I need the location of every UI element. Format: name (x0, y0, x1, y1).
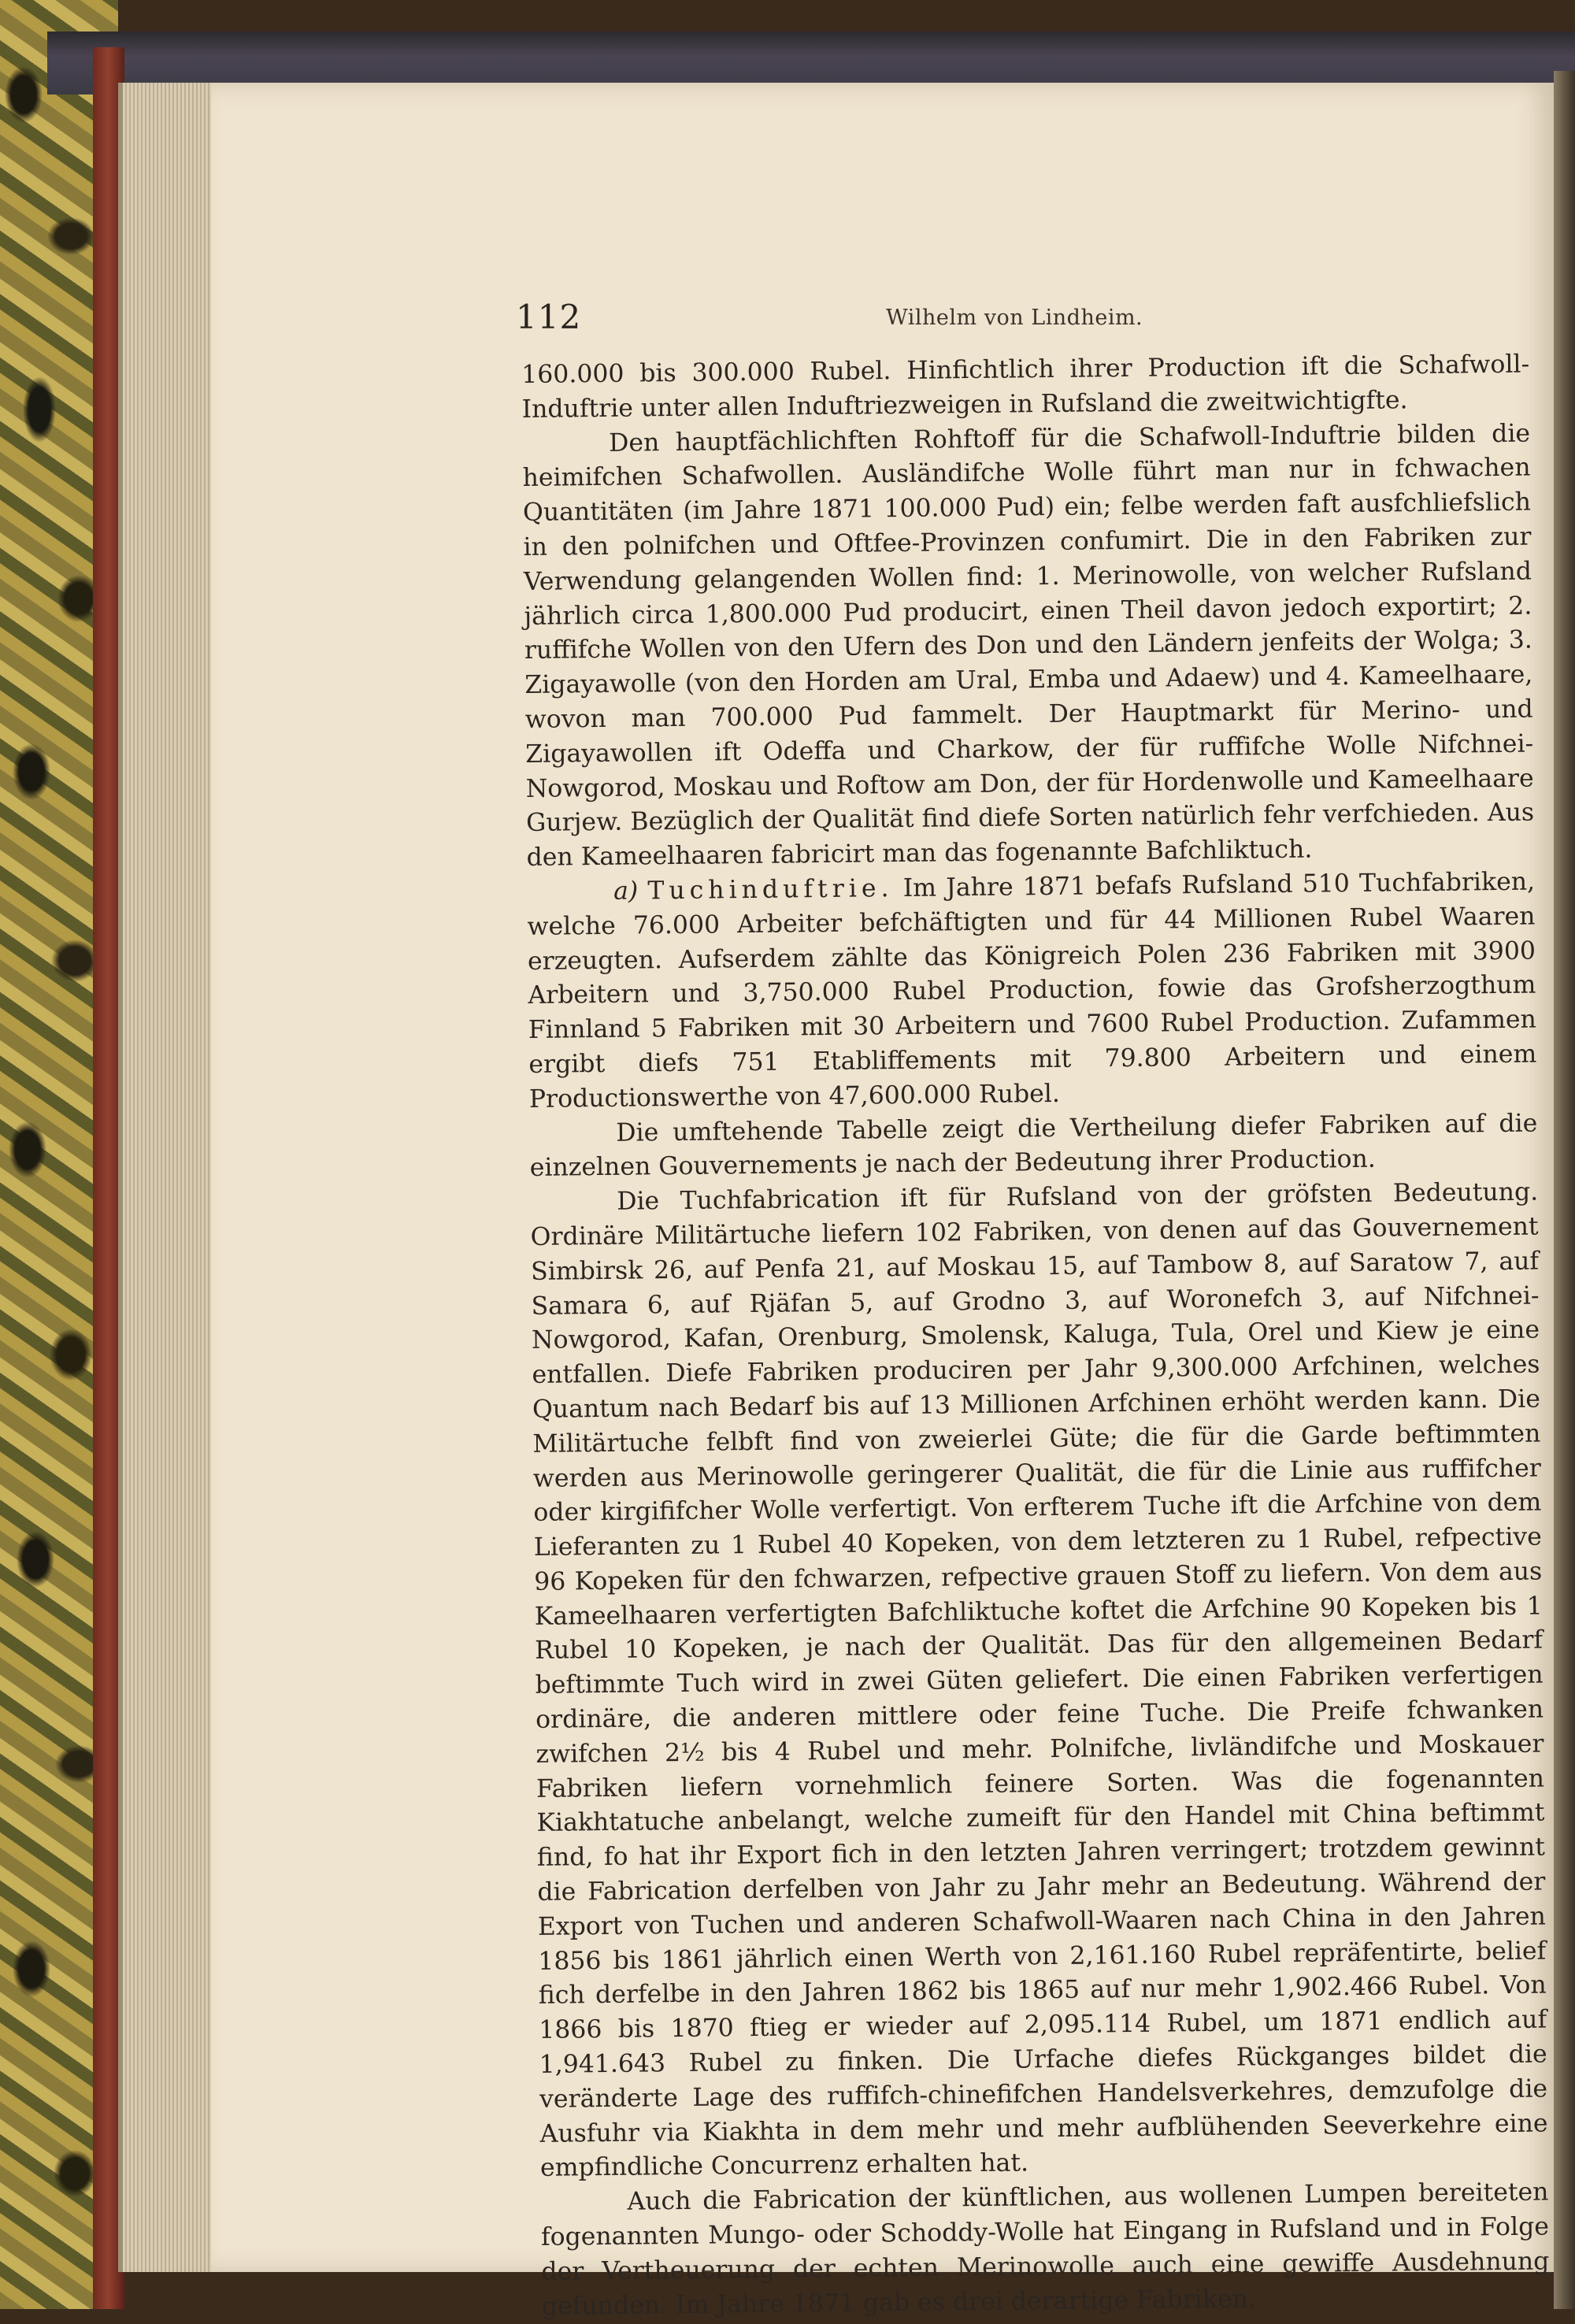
paragraph-3 (527, 865, 1537, 1118)
paragraph-3-text: Im Jahre 1871 befafs Rufsland 510 Tuchfabriken, welche 76.000 Arbeiter befchäftigten und für 44 Millionen Rubel Waaren erzeugten. Aufserdem zählte das Königreich Polen 236 Fabriken mit 3900 Arbeitern und 3,750.000 Rubel Production, fowie das Grofsherzogthum Finnland 5 Fabriken mit 30 Arbeitern und 7600 Rubel Production. Zufammen ergibt diefs 751 Etabliffements mit 79.800 Arbeitern und einem Productionswerthe von 47,600.000 Rubel. (527, 867, 1537, 1114)
page-header (516, 298, 1516, 345)
running-head: Wilhelm von Lindheim. (886, 306, 1143, 330)
paragraph-6: Auch die Fabrication der künftlichen, aus wollenen Lumpen bereiteten fogenannten Mungo- oder Schoddy-Wolle hat Eingang in Rufsland und in Folge der Vertheuerung der echten Merinowolle auch eine gewiffe Ausdehnung gefunden. Im Jahre 1871 gab es drei derartige Fabriken. (540, 2178, 1550, 2321)
paragraph-1: 160.000 bis 300.000 Rubel. Hinfichtlich ihrer Production ift die Schafwoll-Induftrie unter allen Induftriezweigen in Rufsland die zweitwichtigfte. (521, 350, 1530, 424)
page-block-edges (118, 83, 217, 2272)
section-label: a) (613, 877, 639, 906)
paragraph-5: Die Tuchfabrication ift für Rufsland von der gröfsten Bedeutung. Ordinäre Militärtuche liefern 102 Fabriken, von denen auf das Gouvernement Simbirsk 26, auf Penfa 21, auf Moskau 15, auf Tambow 8, auf Saratow 7, auf Samara 6, auf Rjäfan 5, auf Grodno 3, auf Woronefch 3, auf Nifchnei-Nowgorod, Kafan, Orenburg, Smolensk, Kaluga, Tula, Orel und Kiew je eine entfallen. Diefe Fabriken produciren per Jahr 9,300.000 Arfchinen, welches Quantum nach Bedarf bis auf 13 Millionen Arfchinen erhöht werden kann. Die Militärtuche felbft find von zweierlei Güte; die für die Garde beftimmten werden aus Merinowolle geringerer Qualität, die für die Linie aus ruffifcher oder kirgififcher Wolle verfertigt. Von erfterem Tuche ift die Arfchine von dem Lieferanten zu 1 Rubel 40 Kopeken, von dem letzteren zu 1 Rubel, refpective 96 Kopeken für den fchwarzen, refpective grauen Stoff zu liefern. Von dem aus Kameelhaaren verfertigten Bafchliktuche koftet die Arfchine 90 Kopeken bis 1 Rubel 10 Kopeken, je nach der Qualität. Das für den allgemeinen Bedarf beftimmte Tuch wird in zwei Güten geliefert. Die einen Fabriken verfertigen ordinäre, die anderen mittlere oder feine Tuche. Die Preife fchwanken zwifchen 2½ bis 4 Rubel und mehr. Polnifche, livländifche und Moskauer Fabriken liefern vornehmlich feinere Sorten. Was die fogenannten Kiakhtatuche anbelangt, welche zumeift für den Handel mit China beftimmt find, fo hat ihr Export fich in den letzten Jahren verringert; trotzdem gewinnt die Fabrication derfelben von Jahr zu Jahr mehr an Bedeutung. Während der Export von Tuchen und anderen Schafwoll-Waaren nach China in den Jahren 1856 bis 1861 jährlich einen Werth von 2,161.160 Rubel repräfentirte, belief fich derfelbe in den Jahren 1862 bis 1865 auf nur mehr 1,902.466 Rubel. Von 1866 bis 1870 ftieg er wieder auf 2,095.114 Rubel, um 1871 endlich auf 1,941.643 Rubel zu finken. Die Urfache diefes Rückganges bildet die veränderte Lage des ruffifch-chinefifchen Handelsverkehres, demzufolge die Ausfuhr via Kiakhta in dem mehr und mehr aufblühenden Seeverkehre eine empfindliche Concurrenz erhalten hat. (530, 1177, 1548, 2183)
body-text (521, 348, 1550, 2324)
book-gutter-right (1554, 71, 1575, 2309)
paragraph-2: Den hauptfächlichften Rohftoff für die Schafwoll-Induftrie bilden die heimifchen Schafwollen. Ausländifche Wolle führt man nur in fchwachen Quantitäten (im Jahre 1871 100.000 Pud) ein; felbe werden faft ausfchliefslich in den polnifchen und Oftfee-Provinzen confumirt. Die in den Fabriken zur Verwendung gelangenden Wollen find: 1. Merinowolle, von welcher Rufsland jährlich circa 1,800.000 Pud producirt, einen Theil davon jedoch exportirt; 2. ruffifche Wollen von den Ufern des Don und den Ländern jenfeits der Wolga; 3. Zigayawolle (von den Horden am Ural, Emba und Adaew) und 4. Kameelhaare, wovon man 700.000 Pud fammelt. Der Hauptmarkt für Merino- und Zigayawollen ift Odeffa und Charkow, der für ruffifche Wolle Nifchnei-Nowgorod, Moskau und Roftow am Don, der für Hordenwolle und Kameelhaare Gurjew. Bezüglich der Qualität find diefe Sorten natürlich fehr verfchieden. Aus den Kameelhaaren fabricirt man das fogenannte Bafchliktuch. (522, 419, 1535, 873)
page-number: 112 (516, 298, 582, 336)
section-heading: Tuchinduftrie. (647, 874, 894, 906)
paragraph-4: Die umftehende Tabelle zeigt die Vertheilung diefer Fabriken auf die einzelnen Gouvernements je nach der Bedeutung ihrer Production. (529, 1109, 1538, 1183)
